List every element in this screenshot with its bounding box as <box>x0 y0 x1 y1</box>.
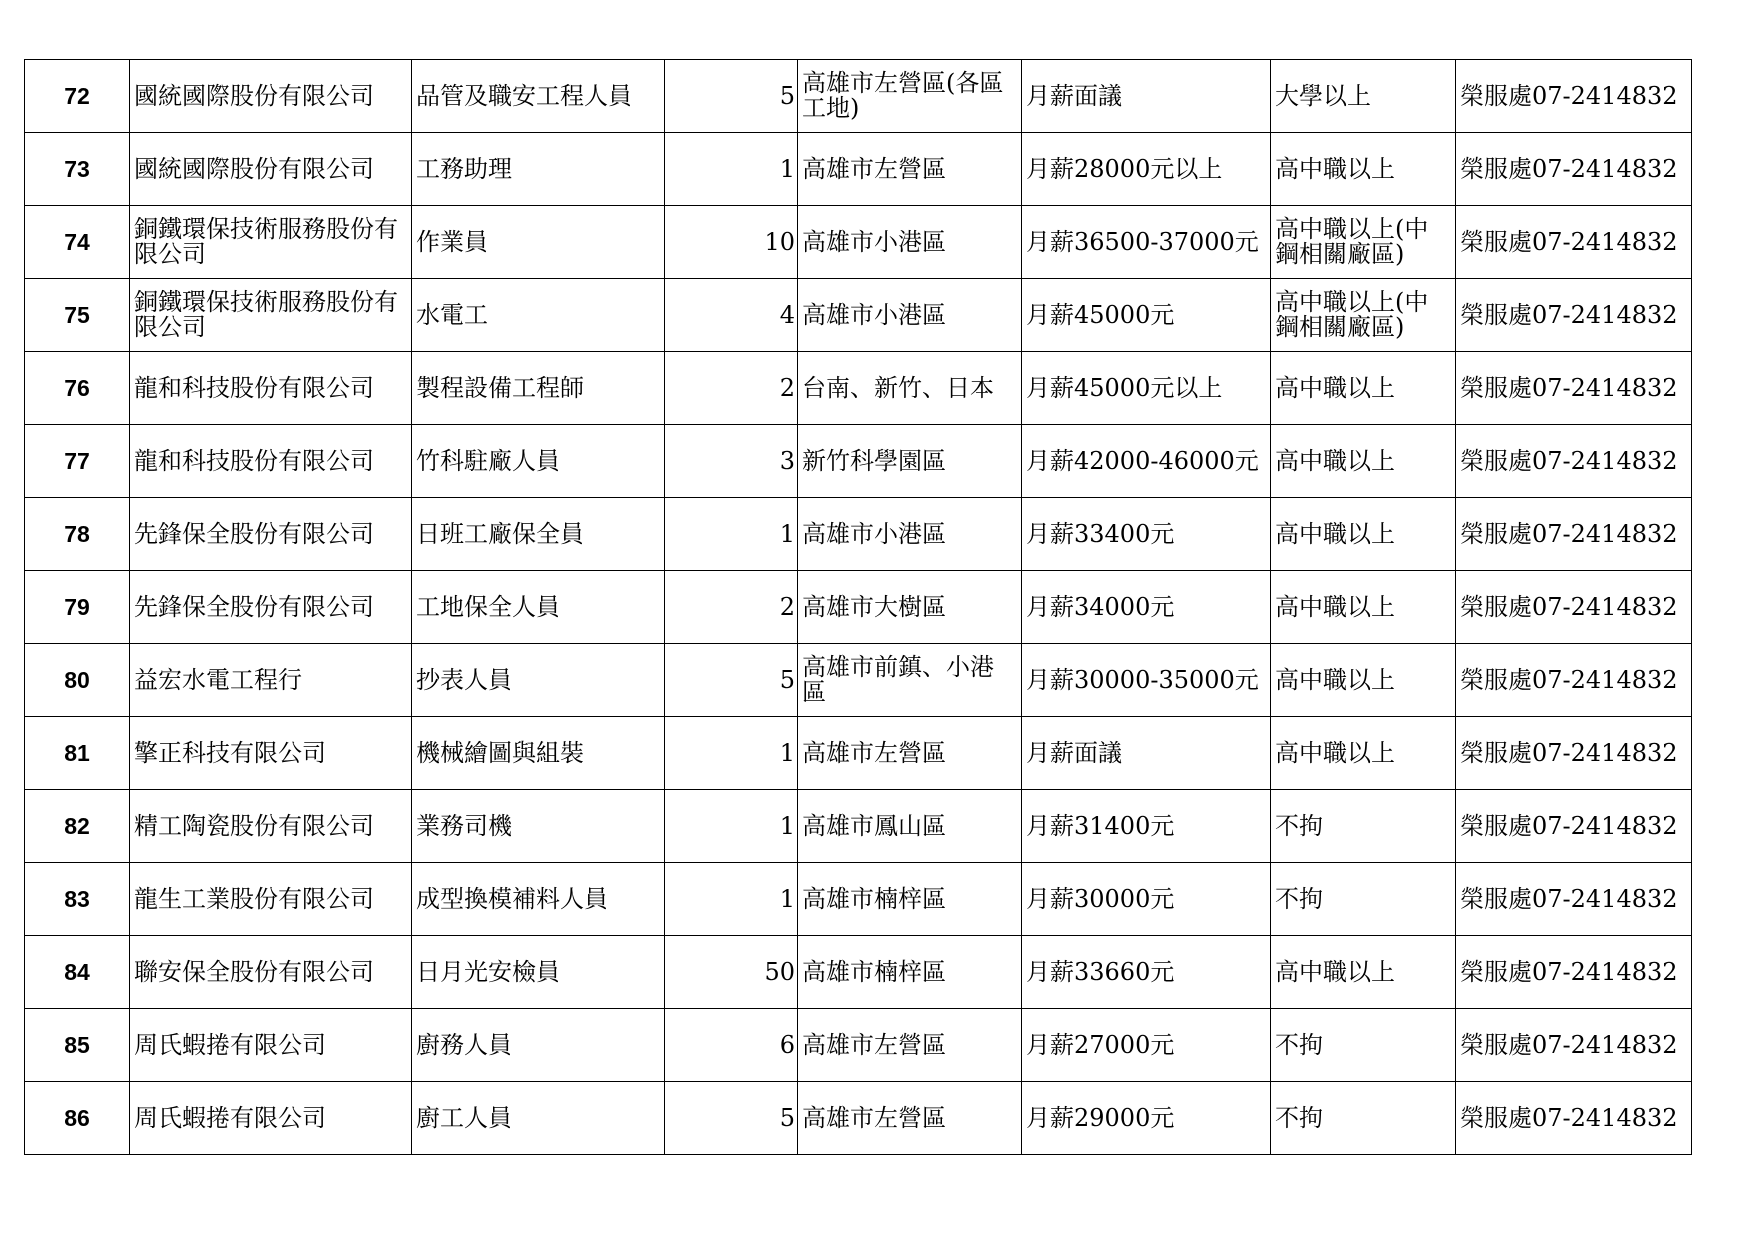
education-cell: 高中職以上 <box>1271 133 1456 206</box>
salary-cell: 月薪33400元 <box>1022 498 1271 571</box>
education-cell: 高中職以上(中鋼相關廠區) <box>1271 206 1456 279</box>
position-cell: 廚工人員 <box>412 1082 665 1155</box>
location-cell: 高雄市左營區(各區工地) <box>798 60 1022 133</box>
salary-cell: 月薪33660元 <box>1022 936 1271 1009</box>
education-cell: 高中職以上(中鋼相關廠區) <box>1271 279 1456 352</box>
position-cell: 水電工 <box>412 279 665 352</box>
salary-cell: 月薪30000元 <box>1022 863 1271 936</box>
salary-cell: 月薪34000元 <box>1022 571 1271 644</box>
contact-cell: 榮服處07-2414832 <box>1456 863 1692 936</box>
headcount-cell: 1 <box>665 717 798 790</box>
row-number: 77 <box>25 425 130 498</box>
row-number: 72 <box>25 60 130 133</box>
headcount-cell: 5 <box>665 644 798 717</box>
row-number: 79 <box>25 571 130 644</box>
contact-cell: 榮服處07-2414832 <box>1456 425 1692 498</box>
contact-cell: 榮服處07-2414832 <box>1456 644 1692 717</box>
location-cell: 高雄市左營區 <box>798 717 1022 790</box>
position-cell: 工地保全人員 <box>412 571 665 644</box>
contact-cell: 榮服處07-2414832 <box>1456 936 1692 1009</box>
salary-cell: 月薪28000元以上 <box>1022 133 1271 206</box>
salary-cell: 月薪面議 <box>1022 717 1271 790</box>
table-row <box>25 60 1692 133</box>
education-cell: 高中職以上 <box>1271 644 1456 717</box>
education-cell: 高中職以上 <box>1271 936 1456 1009</box>
company-cell: 國統國際股份有限公司 <box>130 60 412 133</box>
row-number: 75 <box>25 279 130 352</box>
table-row <box>25 571 1692 644</box>
contact-cell: 榮服處07-2414832 <box>1456 1082 1692 1155</box>
company-cell: 聯安保全股份有限公司 <box>130 936 412 1009</box>
table-row <box>25 498 1692 571</box>
position-cell: 日月光安檢員 <box>412 936 665 1009</box>
position-cell: 作業員 <box>412 206 665 279</box>
table-row <box>25 1009 1692 1082</box>
salary-cell: 月薪36500-37000元 <box>1022 206 1271 279</box>
headcount-cell: 1 <box>665 498 798 571</box>
contact-cell: 榮服處07-2414832 <box>1456 790 1692 863</box>
row-number: 82 <box>25 790 130 863</box>
company-cell: 國統國際股份有限公司 <box>130 133 412 206</box>
company-cell: 龍和科技股份有限公司 <box>130 425 412 498</box>
contact-cell: 榮服處07-2414832 <box>1456 1009 1692 1082</box>
education-cell: 不拘 <box>1271 1082 1456 1155</box>
position-cell: 機械繪圖與組裝 <box>412 717 665 790</box>
company-cell: 銅鐵環保技術服務股份有限公司 <box>130 206 412 279</box>
headcount-cell: 3 <box>665 425 798 498</box>
headcount-cell: 1 <box>665 133 798 206</box>
company-cell: 精工陶瓷股份有限公司 <box>130 790 412 863</box>
table-row <box>25 352 1692 425</box>
location-cell: 高雄市楠梓區 <box>798 936 1022 1009</box>
table-body <box>25 60 1692 1155</box>
company-cell: 周氏蝦捲有限公司 <box>130 1082 412 1155</box>
contact-cell: 榮服處07-2414832 <box>1456 133 1692 206</box>
position-cell: 成型換模補料人員 <box>412 863 665 936</box>
education-cell: 不拘 <box>1271 863 1456 936</box>
table-row <box>25 1082 1692 1155</box>
location-cell: 高雄市楠梓區 <box>798 863 1022 936</box>
contact-cell: 榮服處07-2414832 <box>1456 206 1692 279</box>
table-row <box>25 425 1692 498</box>
company-cell: 益宏水電工程行 <box>130 644 412 717</box>
table-row <box>25 206 1692 279</box>
job-listing-table <box>24 59 1692 1155</box>
education-cell: 高中職以上 <box>1271 425 1456 498</box>
row-number: 80 <box>25 644 130 717</box>
position-cell: 工務助理 <box>412 133 665 206</box>
contact-cell: 榮服處07-2414832 <box>1456 60 1692 133</box>
education-cell: 高中職以上 <box>1271 498 1456 571</box>
company-cell: 銅鐵環保技術服務股份有限公司 <box>130 279 412 352</box>
contact-cell: 榮服處07-2414832 <box>1456 498 1692 571</box>
headcount-cell: 2 <box>665 352 798 425</box>
location-cell: 高雄市大樹區 <box>798 571 1022 644</box>
salary-cell: 月薪42000-46000元 <box>1022 425 1271 498</box>
position-cell: 品管及職安工程人員 <box>412 60 665 133</box>
education-cell: 不拘 <box>1271 790 1456 863</box>
location-cell: 高雄市鳳山區 <box>798 790 1022 863</box>
location-cell: 高雄市小港區 <box>798 498 1022 571</box>
location-cell: 台南、新竹、日本 <box>798 352 1022 425</box>
contact-cell: 榮服處07-2414832 <box>1456 279 1692 352</box>
position-cell: 竹科駐廠人員 <box>412 425 665 498</box>
company-cell: 周氏蝦捲有限公司 <box>130 1009 412 1082</box>
table-row <box>25 936 1692 1009</box>
headcount-cell: 4 <box>665 279 798 352</box>
row-number: 73 <box>25 133 130 206</box>
row-number: 76 <box>25 352 130 425</box>
company-cell: 龍生工業股份有限公司 <box>130 863 412 936</box>
location-cell: 高雄市左營區 <box>798 1009 1022 1082</box>
company-cell: 龍和科技股份有限公司 <box>130 352 412 425</box>
salary-cell: 月薪31400元 <box>1022 790 1271 863</box>
row-number: 83 <box>25 863 130 936</box>
table-row <box>25 790 1692 863</box>
salary-cell: 月薪27000元 <box>1022 1009 1271 1082</box>
company-cell: 先鋒保全股份有限公司 <box>130 571 412 644</box>
position-cell: 製程設備工程師 <box>412 352 665 425</box>
company-cell: 擎正科技有限公司 <box>130 717 412 790</box>
education-cell: 高中職以上 <box>1271 352 1456 425</box>
location-cell: 高雄市前鎮、小港區 <box>798 644 1022 717</box>
headcount-cell: 10 <box>665 206 798 279</box>
table-row <box>25 863 1692 936</box>
position-cell: 抄表人員 <box>412 644 665 717</box>
salary-cell: 月薪30000-35000元 <box>1022 644 1271 717</box>
position-cell: 日班工廠保全員 <box>412 498 665 571</box>
education-cell: 高中職以上 <box>1271 571 1456 644</box>
headcount-cell: 50 <box>665 936 798 1009</box>
company-cell: 先鋒保全股份有限公司 <box>130 498 412 571</box>
salary-cell: 月薪面議 <box>1022 60 1271 133</box>
salary-cell: 月薪45000元 <box>1022 279 1271 352</box>
table-row <box>25 133 1692 206</box>
headcount-cell: 6 <box>665 1009 798 1082</box>
row-number: 81 <box>25 717 130 790</box>
row-number: 86 <box>25 1082 130 1155</box>
contact-cell: 榮服處07-2414832 <box>1456 571 1692 644</box>
row-number: 85 <box>25 1009 130 1082</box>
headcount-cell: 2 <box>665 571 798 644</box>
contact-cell: 榮服處07-2414832 <box>1456 352 1692 425</box>
salary-cell: 月薪45000元以上 <box>1022 352 1271 425</box>
row-number: 78 <box>25 498 130 571</box>
education-cell: 高中職以上 <box>1271 717 1456 790</box>
headcount-cell: 1 <box>665 790 798 863</box>
position-cell: 業務司機 <box>412 790 665 863</box>
table-row <box>25 644 1692 717</box>
table-row <box>25 279 1692 352</box>
location-cell: 高雄市左營區 <box>798 133 1022 206</box>
location-cell: 新竹科學園區 <box>798 425 1022 498</box>
position-cell: 廚務人員 <box>412 1009 665 1082</box>
row-number: 74 <box>25 206 130 279</box>
salary-cell: 月薪29000元 <box>1022 1082 1271 1155</box>
contact-cell: 榮服處07-2414832 <box>1456 717 1692 790</box>
table-row <box>25 717 1692 790</box>
location-cell: 高雄市左營區 <box>798 1082 1022 1155</box>
location-cell: 高雄市小港區 <box>798 206 1022 279</box>
location-cell: 高雄市小港區 <box>798 279 1022 352</box>
headcount-cell: 5 <box>665 1082 798 1155</box>
education-cell: 不拘 <box>1271 1009 1456 1082</box>
education-cell: 大學以上 <box>1271 60 1456 133</box>
headcount-cell: 1 <box>665 863 798 936</box>
row-number: 84 <box>25 936 130 1009</box>
headcount-cell: 5 <box>665 60 798 133</box>
